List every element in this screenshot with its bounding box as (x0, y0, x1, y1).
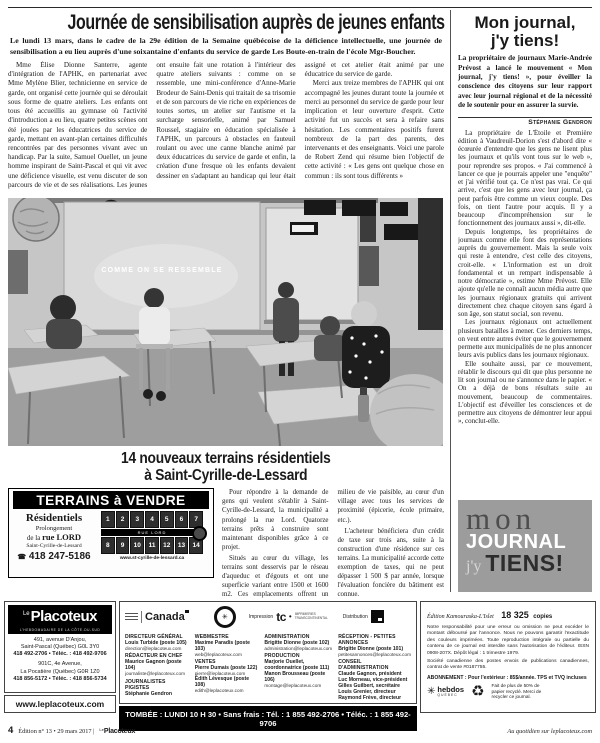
footer-brand-name: Placoteux (103, 728, 136, 735)
promo-line3 (466, 550, 584, 577)
staff-line: Louis Grenier, directeur (338, 689, 396, 695)
staff-line: Marjorie Ouellet, (264, 659, 305, 665)
staff-line: administration@leplacoteux.com (264, 645, 333, 651)
article-paragraph: Mme Élise Dionne Santerre, agente d'intégration de l'APHK, en partenariat avec Mme Mylène Blier, technicienne en service de garde, ont organisé cette journée qui se déroulait sous forme de quatre ateliers. Les enfants ont tous été accueillis au gymnase où l'activité d'introduction a eu lieu, quatre petites scènes ont été jouées par les éducatrices du service de garde, mettant en avant-plan certaines difficultés rencontrées par des personnes vivant avec un handicap. Par la suite, Samuel Ouellet, un jeune homme inspirant de Saint-Pascal et qui vit avec une déficience visuelle, est venu discuter de son parcours de vie et de ses réalisations. Les jeunes ont ensuite fait une rotation à l'intérieur des quatre ateliers suivants : comme on se ressemble, une mini-conférence d'Anne-Marie Brodeur de Saint-Denis qui traitait de sa trisomie et de son parcours de vie riche en expériences de toutes sortes, un atelier sur l'autisme et la surcharge sensorielle, animé par Samuel Roussel, stagiaire en éducation spécialisée à l'APHK, un parcours à obstacles en fauteuil roulant ou avec une canne blanche animé par deux éducatrices du service de garde et enfin, la création d'une fresque où les enfants devaient dessiner en s'adaptant au handicap qui leur était assigné et cet atelier était animé par une éducatrice du service de garde. (8, 60, 444, 189)
staff-line: WEBMESTRE (194, 633, 229, 640)
lot-number: 7 (189, 511, 203, 528)
staff-line: CONSEIL D'ADMINISTRATION (338, 659, 389, 671)
page-number: 4 (8, 725, 14, 736)
address-line: La Pocatière (Québec) G0R 1Z0 (20, 668, 100, 675)
terrains-article-body (222, 488, 444, 600)
ad-website: www.st-cyrille-de-lessard.ca (119, 556, 185, 562)
hebdos-sub: QUÉBEC (437, 693, 458, 698)
ad-info (11, 511, 97, 562)
staff-line: JOURNALISTES PIGISTES (125, 678, 166, 691)
footer-web-note: Au quotidien sur leplacoteux.com (507, 728, 592, 735)
staff-line: Pierre Dumais (poste 122) (194, 665, 258, 671)
staff-directory-box (119, 601, 417, 728)
hebdos-name: hebdos (437, 684, 465, 694)
mon-journal-promo (458, 500, 592, 592)
legal-text-1: Notre responsabilité pour une erreur ou omission ne peut excéder le montant déboursé par l'annonce. Nous ne pouvons garantir l'exactitude des couleurs imprimées. Toute reproduction intégrale ou partielle du contenu de ce journal est interdite sans l'autorisation de l'éditeur. ISSN 0908-207X. Dépôt légal : 1 trimestre 1979. (427, 625, 589, 656)
ad-line-rue-pre: de la (26, 534, 43, 543)
ad-phone (11, 551, 97, 562)
terrains-headline-line1: 14 nouveaux terrains résidentiels (121, 449, 331, 467)
stamp-glyph: ✳ (221, 613, 228, 621)
placoteux-logo (8, 605, 112, 634)
staff-line: journaliste@leplacoteux.com (125, 671, 185, 676)
canada-wordmark (145, 611, 189, 623)
staff-line: Manon Brousseau (poste 106) (264, 671, 326, 683)
publisac-logo-icon (371, 610, 384, 623)
tc-logo-text: tc (276, 609, 286, 624)
wall-cabinet (359, 246, 379, 286)
staff-line: DIRECTEUR GÉNÉRAL (125, 633, 183, 640)
lot-number: 3 (130, 511, 144, 528)
edition-line (427, 605, 589, 623)
address-line: 418 492-2706 • Téléc. : 418 492-9706 (13, 651, 107, 658)
subscription-note: ABONNEMENT : Pour l'extérieur : 85$/année. TPS et TVQ incluses (427, 674, 587, 681)
impression-tc-logo (249, 610, 328, 624)
publisher-website: www.leplacoteux.com (4, 695, 116, 713)
funding-divider (141, 611, 142, 623)
staff-line: direction@leplacoteux.com (125, 645, 182, 651)
distribution-label: Distribution (342, 613, 368, 620)
tc-subtext-line1: IMPRIMERIES (294, 611, 316, 616)
edition-info: Édition n° 13 • 29 mars 2017 | (18, 728, 95, 735)
hebdos-stamp-icon (214, 606, 236, 628)
promo-jy: j'y (466, 558, 482, 576)
article-paragraph: Situés au cœur du village, les terrains sont desservis par le réseau d'aqueduc et d'égouts et ont une superficie variant entre 1500 et 1600 m2. Ces emplacements offrent un milieu de vie paisible, au cœur d'un village avec tous les services de proximité (épicerie, école primaire, etc.). (222, 489, 444, 599)
address-line: Saint-Pascal (Québec) G0L 3Y0 (20, 644, 100, 651)
round-map-poster (13, 198, 59, 241)
article-paragraph: L'acheteur bénéficiera d'un crédit de taxe sur trois ans, suite à la construction d'une résidence sur ces terrains. La municipalité accorde cette exemption de taxes, qui ne peut dépasser 1 500 $ par année, lorsque l'évaluation foncière du bâtiment est connue. (337, 527, 444, 599)
staff-line: pierre@leplacoteux.com (194, 671, 246, 676)
recycle-icon: ♻ (471, 682, 485, 700)
main-lede: Le lundi 13 mars, dans le cadre de la 29e édition de la Semaine québécoise de la déficience intellectuelle, une journée de sensibilisation a eu lieu auprès d'une soixantaine d'enfants du service de garde Les Boute-en-train de l'école Mgr-Boucher. (10, 36, 442, 56)
staff-line: Brigitte Dionne (poste 101) (338, 645, 404, 652)
footer-brand-le: Le (99, 727, 104, 732)
content-area (8, 10, 592, 600)
edition-copies-word: copies (533, 614, 553, 620)
address-saint-pascal (5, 637, 115, 658)
staff-line: RÉDACTEUR EN CHEF (125, 653, 183, 659)
staff-line: Claude Gagnon, président (338, 671, 402, 677)
article-paragraph: Merci aux treize membres de l'APHK qui ont accompagné les jeunes durant toute la journée et merci au personnel du service de garde pour leur implication et leur ouverture d'esprit. Cette activité fut un succès et sera à refaire sans hésitation. Les commentaires positifs furent nombreux de la part des parents, des intervenants et des enseignants. Voici une parole de Robert Zend qui résume bien l'objectif de cette activité : « Les gens ont quelque chose en commun : ils sont tous différents » (304, 79, 444, 180)
staff-line: Maurice Gagnon (poste 104) (125, 659, 182, 671)
publisher-box (4, 601, 116, 713)
article-paragraph: Pour répondre à la demande de gens qui veulent s'établir à Saint-Cyrille-de-Lessard, la municipalité a prolongé la rue Lord. Quatorze terrains prêts à construire sont maintenant disponibles grâce à ce projet. (222, 489, 329, 551)
legal-text-2: Société canadienne des postes envois de publications canadiennes, contrat de vente #0187755. (427, 658, 589, 671)
funding-text-bars (125, 611, 138, 622)
distribution-logo (343, 610, 384, 623)
staff-line: Raymond Frève, directeur (338, 695, 402, 701)
lot-number: 1 (101, 511, 115, 528)
canada-wordmark-text: Canada (145, 610, 185, 623)
ad-line-rue-bold: rue LORD (42, 532, 82, 543)
lot-number: 13 (175, 537, 189, 554)
canada-flag-icon (185, 610, 189, 613)
staff-line: Louis Turbide (poste 105) (125, 639, 187, 646)
right-headline-line1: Mon journal, (474, 13, 576, 32)
recycle-note: Fait de plus de 50% de papier recyclé. Merci de recycler ce journal. (491, 682, 542, 700)
masthead-footer (4, 601, 596, 728)
promo-tiens: TIENS! (485, 550, 564, 577)
lot-number: 4 (145, 511, 159, 528)
staff-line: PRODUCTION (264, 653, 300, 659)
staff-line: coordonnatrice (poste 111) (264, 665, 330, 671)
classroom-photo (8, 198, 443, 446)
deadline-bar: TOMBÉE : LUNDI 10 H 30 • Sans frais : Tél. : 1 855 492-2706 • Téléc. : 1 855 492-9706 (119, 706, 417, 731)
staff-line: Luc Morneau, vice-président (338, 677, 408, 683)
staff-line: Gilles Guilbert, secrétaire (338, 683, 400, 689)
ad-banner: TERRAINS à VENDRE (13, 491, 209, 509)
article-paragraph: Depuis longtemps, les propriétaires de journaux comme elle font des représentations auprès du gouvernement. Mais la seule voix qui reste à entendre, c'est celle des citoyens, croit-elle. « L'information est un droit fondamental et un rempart indispensable à notre démocratie », estime Mme Prévost. Elle ajoute qu'elle ne connaît aucun média autre que les journaux régionaux gratuits qui arrivent directement chez chaque citoyen sans égard à son âge, son statut social, son revenu. (458, 227, 592, 318)
staff-line: Édith Lévesque (poste 108) (194, 676, 250, 688)
staff-line: Brigitte Dionne (poste 102) (264, 639, 330, 646)
partner-logos-row (125, 604, 411, 629)
terrains-headline-line2: à Saint-Cyrille-de-Lessard (144, 466, 308, 484)
ad-residentiels: Résidentiels (25, 512, 83, 525)
main-headline (8, 12, 444, 33)
eco-logos-row (427, 683, 589, 701)
staff-column-4 (338, 631, 411, 701)
lot-number: 9 (116, 537, 130, 554)
tc-subtext (295, 613, 328, 621)
tc-dot: • (288, 612, 292, 621)
shelf-left (8, 250, 28, 294)
main-article (8, 10, 450, 600)
cul-de-sac-icon (192, 526, 207, 541)
staff-line: petitesannonces@leplacoteux.com (338, 651, 411, 657)
lot-number: 6 (175, 511, 189, 528)
lots-row-bottom (101, 537, 203, 554)
staff-line: Maxime Paradis (poste 103) (194, 639, 250, 652)
right-headline-line2: j'y tiens! (490, 30, 560, 50)
ad-line-rue-lord (11, 532, 97, 542)
right-headline (458, 14, 592, 49)
terrains-for-sale-ad (8, 488, 214, 578)
article-paragraph: Les journaux régionaux ont actuellement plusieurs batailles à mener. Ces derniers temps, on veut entre autres éviter que le gouvernement permette aux municipalités de ne plus annoncer leurs avis publics dans les journaux régionaux. (458, 318, 592, 360)
address-line: 901C, 4e Avenue, (38, 661, 82, 668)
byline-divider (458, 117, 592, 118)
lot-number: 2 (116, 511, 130, 528)
logo-tagline: L'HEBDOMADAIRE DE LA CÔTE-DU-SUD (19, 628, 101, 632)
promo-journal: JOURNAL (466, 531, 567, 554)
ad-line-village: Saint-Cyrille-de-Lessard (26, 543, 82, 550)
edition-name: Édition Kamouraska-L'Islet (427, 614, 494, 620)
terrains-headline (8, 451, 444, 484)
byline: Stéphanie Gendron (528, 118, 592, 126)
main-article-body (8, 61, 444, 193)
terrains-article (8, 451, 444, 600)
ad-phone-number: 418 247-5186 (28, 551, 91, 563)
address-line: 491, avenue D'Anjou, (33, 637, 87, 643)
staff-column-1 (125, 631, 189, 701)
right-article (450, 10, 592, 592)
lots-row-top (101, 511, 203, 528)
wall-box (360, 216, 376, 242)
article-paragraph: La propriétaire de L'Étoile et Première édition à Vaudreuil-Dorion s'est d'abord dite « écœurée d'entendre que les gens ne lisent plus les journaux et qu'ils vont tous sur le web », pour reprendre ses propos. « J'ai commencé à lancer ce que je pourrais appeler une "enquête" et j'ai vérifié tout ça. Ce n'est pas vrai. Ce qui arrive, c'est que les gens avec leur journal, ça peut parfois être comme un vieux couple. Des fois, on tient l'autre pour acquis. Il y a beaucoup d'incompréhension sur le fonctionnement des journaux aussi », dit-elle. (458, 128, 592, 228)
right-article-body (458, 129, 592, 426)
staff-line: edith@leplacoteux.com (194, 688, 244, 693)
slide-text: COMME ON SE RESSEMBLE (101, 266, 223, 274)
publisher-box-main (4, 601, 116, 693)
main-headline-text: Journée de sensibilisation auprès de jeunes enfants (67, 11, 445, 34)
rue-lord-road (101, 529, 203, 536)
address-la-pocatiere (5, 661, 115, 682)
road-label: RUE LORD (137, 530, 167, 536)
canada-funding-mark-icon (125, 611, 189, 623)
address-line: 418 856-5172 • Téléc. : 418 856-5734 (13, 675, 107, 682)
article-paragraph: Elle souhaite aussi, par ce mouvement, rétablir le discours qui dit que plus personne ne lit son journal ou ne s'annonce dans le papier. « On a déjà de bons résultats suite au mouvement, beaucoup de commentaires. L'objectif est d'éveiller les consciences et de permettre aux citoyens de démontrer leur appui », conclut-elle. (458, 359, 592, 426)
lot-number: 12 (160, 537, 174, 554)
classroom-photo-illustration (8, 198, 443, 446)
promo-mon: mon (466, 501, 537, 536)
hebdos-flake-icon: ✳ (427, 685, 436, 697)
phone-icon: ☎ (17, 554, 27, 562)
staff-line: web@leplacoteux.com (194, 651, 242, 657)
edition-box (420, 601, 596, 713)
marker-tray (62, 330, 362, 335)
hebdos-quebec-logo (427, 686, 464, 698)
impression-label: Impression (248, 613, 274, 620)
staff-column-2 (195, 631, 259, 701)
tc-subtext-line2: TRANSCONTINENTAL (294, 615, 328, 620)
page-footer-line (8, 720, 592, 738)
staff-line: ADMINISTRATION (264, 633, 310, 640)
lot-number: 8 (101, 537, 115, 554)
logo-name: Placoteux (30, 608, 98, 625)
staff-column-3 (264, 631, 332, 701)
right-lede: La propriétaire de journaux Marie-Andrée Prévost a lancé le mouvement « Mon journal, j'y tiens! », pour éveiller la conscience des citoyens sur leur rapport avec leur journal régional et de la nécessité de le soutenir pour en assurer la survie. (458, 54, 592, 110)
lot-number: 14 (189, 537, 203, 554)
ad-lot-map (101, 511, 211, 562)
staff-line: RÉCEPTION - PETITES ANNONCES (338, 633, 396, 646)
staff-line: VENTES (194, 659, 216, 665)
ad-line-prolongement: Prolongement (35, 525, 73, 533)
dark-door-panel (418, 198, 443, 330)
logo-le: Le (22, 611, 30, 617)
lot-number: 10 (130, 537, 144, 554)
edition-copies-number: 18 325 (501, 610, 529, 620)
staff-line: Stéphanie Gendron (125, 690, 172, 697)
staff-line: montage@leplacoteux.com (264, 683, 322, 688)
staff-grid (125, 631, 411, 701)
lot-number: 5 (160, 511, 174, 528)
footer-brand (99, 720, 135, 738)
lot-number: 11 (145, 537, 159, 554)
top-rule-divider (8, 7, 592, 8)
